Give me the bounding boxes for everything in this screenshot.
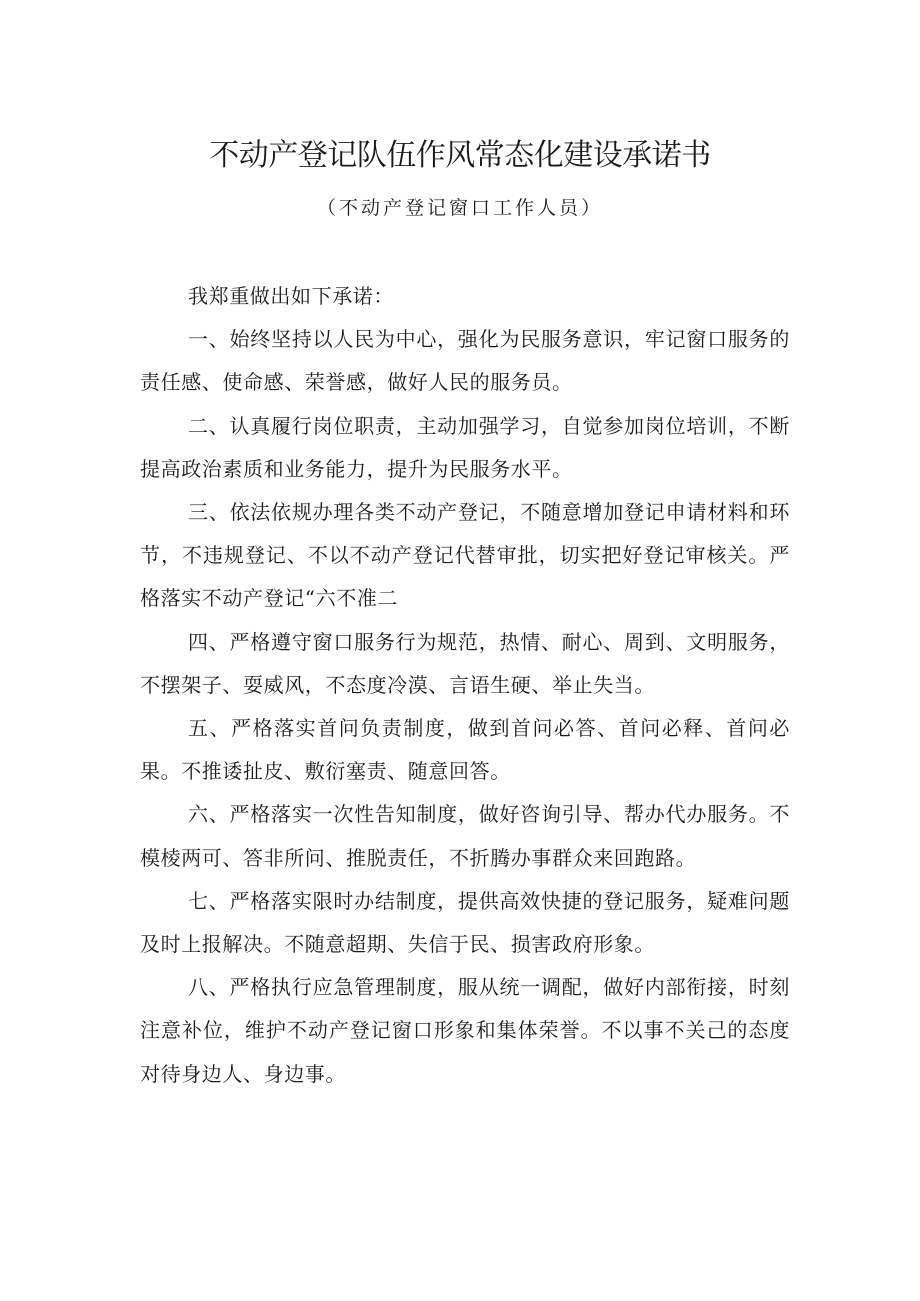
pledge-item-2: 二、认真履行岗位职责，主动加强学习，自觉参加岗位培训，不断提高政治素质和业务能力，提升为民服务水平。 (140, 413, 790, 481)
document-title: 不动产登记队伍作风常态化建设承诺书 (209, 138, 711, 173)
document-body (140, 275, 790, 1096)
pledge-item-8: 八、严格执行应急管理制度，服从统一调配，做好内部衔接，时刻注意补位，维护不动产登记窗口形象和集体荣誉。不以事不关己的态度对待身边人、身边事。 (140, 975, 790, 1086)
pledge-item-3: 三、依法依规办理各类不动产登记，不随意增加登记申请材料和环节，不违规登记、不以不动产登记代替审批，切实把好登记审核关。严格落实不动产登记“六不准二 (140, 500, 790, 611)
document-subtitle: （不动产登记窗口工作人员） (316, 197, 603, 219)
pledge-item-5: 五、严格落实首问负责制度，做到首问必答、首问必释、首问必果。不推诿扯皮、敷衍塞责、随意回答。 (140, 716, 790, 784)
pledge-item-7: 七、严格落实限时办结制度，提供高效快捷的登记服务，疑难问题及时上报解决。不随意超期、失信于民、损害政府形象。 (140, 888, 790, 957)
pledge-item-1: 一、始终坚持以人民为中心，强化为民服务意识，牢记窗口服务的责任感、使命感、荣誉感，做好人民的服务员。 (140, 327, 790, 395)
pledge-item-4: 四、严格遵守窗口服务行为规范，热情、耐心、周到、文明服务，不摆架子、耍威风，不态度冷漠、言语生硬、举止失当。 (140, 629, 790, 697)
opening-statement: 我郑重做出如下承诺： (188, 284, 394, 308)
pledge-item-6: 六、严格落实一次性告知制度，做好咨询引导、帮办代办服务。不模棱两可、答非所问、推脱责任，不折腾办事群众来回跑路。 (140, 802, 790, 870)
